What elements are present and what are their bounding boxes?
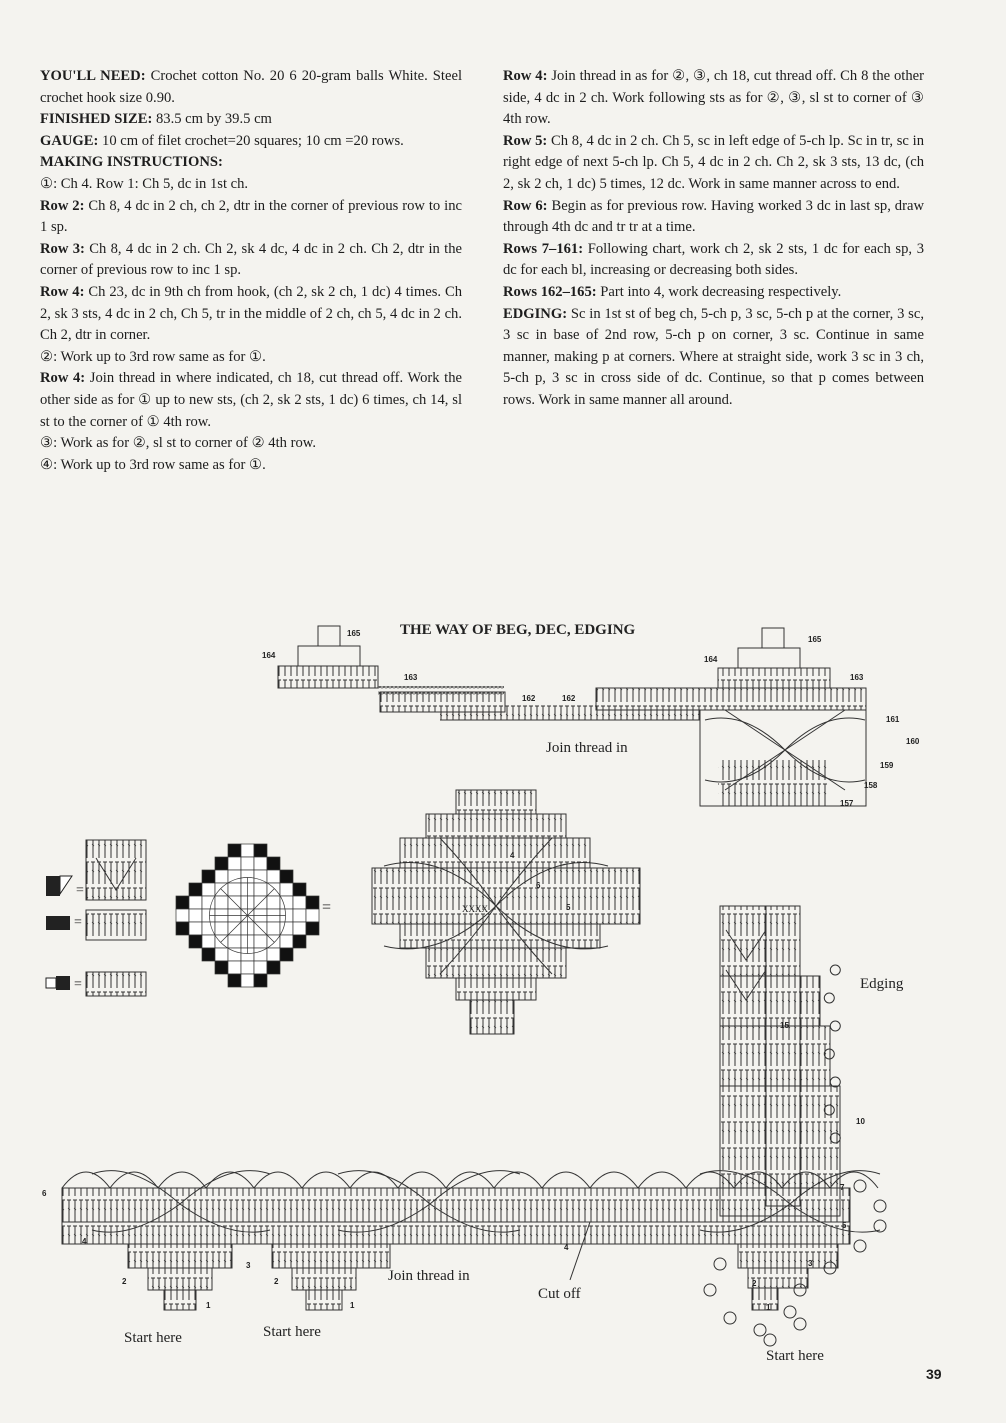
picot — [704, 1284, 716, 1296]
filet-cell — [215, 922, 228, 935]
row-label-6-left: 6 — [42, 1189, 47, 1198]
row-label-2: 2 — [752, 1279, 757, 1288]
instruction-paragraph — [40, 131, 462, 153]
filet-cell — [228, 961, 241, 974]
filet-cell — [306, 909, 319, 922]
instruction-paragraph — [40, 66, 462, 109]
row-label-10: 10 — [856, 1117, 865, 1126]
filet-cell — [280, 883, 293, 896]
filet-cell — [228, 870, 241, 883]
svg-text:=: = — [322, 899, 332, 916]
instruction-label: MAKING INSTRUCTIONS: — [40, 154, 223, 171]
filet-cell — [202, 870, 215, 883]
instruction-paragraph — [503, 282, 924, 304]
bottom-start-chart — [62, 1171, 880, 1310]
filet-cell — [215, 896, 228, 909]
filet-cell — [254, 974, 267, 987]
row-label-7: 7 — [840, 1183, 845, 1192]
inner-row-4: 4 — [510, 851, 515, 860]
picot — [714, 1258, 726, 1270]
instruction-paragraph — [40, 239, 462, 282]
instruction-label: EDGING: — [503, 305, 568, 322]
filet-cell — [176, 896, 189, 909]
instruction-text: Join thread in where indicated, ch 18, cut thread off. Work the other side as for ① up to new sts, (ch 2, sk 2 sts, 1 dc) 6 times, ch 14, sl st to the corner of ① 4th row. — [40, 370, 462, 430]
filet-cell — [215, 948, 228, 961]
instruction-text: ④: Work up to 3rd row same as for ①. — [40, 456, 266, 473]
filet-cell — [280, 896, 293, 909]
filet-cell — [228, 857, 241, 870]
symbol-key — [46, 840, 146, 996]
instruction-label: Row 4: — [40, 370, 86, 387]
filet-cell — [293, 935, 306, 948]
row-label-3-left: 3 — [246, 1261, 251, 1270]
instruction-text: ②: Work up to 3rd row same as for ①. — [40, 348, 266, 365]
filet-cell — [293, 896, 306, 909]
instruction-text: Following chart, work ch 2, sk 2 sts, 1 dc for each sp, 3 dc for each bl, increasing or decreasing both sides. — [503, 240, 924, 279]
row-label-163: 163 — [404, 673, 418, 682]
filet-cell — [306, 896, 319, 909]
instruction-label: Row 3: — [40, 240, 85, 257]
instruction-text: 83.5 cm by 39.5 cm — [152, 111, 272, 128]
row-label-2-left: 2 — [122, 1277, 127, 1286]
row-label-1-left: 1 — [206, 1301, 211, 1310]
row-label-4-left: 4 — [82, 1237, 87, 1246]
pineapple-motif-chart — [372, 790, 640, 1034]
row-label-165-b: 165 — [808, 635, 822, 644]
filet-cell — [241, 961, 254, 974]
crochet-diagram — [0, 600, 1006, 1400]
filet-cell — [189, 922, 202, 935]
row-label-4-mid: 4 — [564, 1243, 569, 1252]
instruction-text: Join thread in as for ②, ③, ch 18, cut thread off. Ch 8 the other side, 4 dc in 2 ch. Work following sts as for ②, ③, sl st to corner of ③ 4th row. — [503, 68, 924, 128]
picot — [854, 1180, 866, 1192]
diagram-title: THE WAY OF BEG, DEC, EDGING — [400, 622, 636, 638]
filet-cell — [280, 935, 293, 948]
instruction-text: 10 cm of filet crochet=20 squares; 10 cm =20 rows. — [98, 132, 404, 149]
row-label-163-b: 163 — [850, 673, 864, 682]
filet-cell — [228, 935, 241, 948]
svg-text:=: = — [76, 883, 84, 898]
instruction-paragraph — [503, 131, 924, 196]
instruction-label: Rows 162–165: — [503, 283, 597, 300]
filet-cell — [267, 870, 280, 883]
filet-cell — [267, 948, 280, 961]
instruction-paragraph — [40, 282, 462, 347]
filet-cell — [228, 844, 241, 857]
row-label-161: 161 — [886, 715, 900, 724]
instruction-text: Crochet cotton No. 20 6 20-gram balls White. Steel crochet hook size 0.90. — [40, 68, 462, 106]
row-label-160: 160 — [906, 737, 920, 746]
instruction-text: Ch 8, 4 dc in 2 ch, ch 2, dtr in the corner of previous row to inc 1 sp. — [40, 197, 462, 236]
instruction-label: Row 5: — [503, 132, 548, 149]
instruction-label: Row 4: — [40, 283, 85, 300]
instruction-text: ①: Ch 4. Row 1: Ch 5, dc in 1st ch. — [40, 175, 249, 192]
filet-cell — [189, 935, 202, 948]
filet-cell — [189, 896, 202, 909]
svg-text:=: = — [74, 977, 82, 992]
instruction-label: FINISHED SIZE: — [40, 111, 153, 128]
inner-row-6: 6 — [536, 881, 541, 890]
filet-cell — [228, 948, 241, 961]
picot — [854, 1240, 866, 1252]
filet-cell — [280, 922, 293, 935]
filet-cell — [228, 883, 241, 896]
row-label-1: 1 — [766, 1303, 771, 1312]
start-here-label-1: Start here — [124, 1330, 182, 1346]
instruction-paragraph — [503, 239, 924, 282]
filet-cell — [228, 974, 241, 987]
row-label-158: 158 — [864, 781, 878, 790]
filet-cell — [254, 870, 267, 883]
picot — [830, 965, 840, 975]
instruction-paragraph — [40, 109, 462, 131]
filet-cell — [215, 870, 228, 883]
row-label-164-b: 164 — [704, 655, 718, 664]
instruction-paragraph — [503, 304, 924, 412]
filet-cell — [215, 857, 228, 870]
row-label-162-b: 162 — [562, 694, 576, 703]
filet-cell — [293, 883, 306, 896]
picot — [784, 1306, 796, 1318]
diamond-motif-chart — [176, 844, 319, 987]
filet-cell — [267, 961, 280, 974]
filet-cell — [189, 909, 202, 922]
picot — [794, 1318, 806, 1330]
instructions-right-column — [503, 66, 924, 412]
filet-cell — [202, 935, 215, 948]
instruction-label: Row 6: — [503, 197, 548, 214]
filet-cell — [176, 909, 189, 922]
edging-side-chart — [720, 906, 840, 1216]
instruction-text: Ch 8, 4 dc in 2 ch. Ch 2, sk 4 dc, 4 dc in 2 ch. Ch 2, dtr in the corner of previous row to inc 1 sp. — [40, 240, 462, 279]
instruction-text: Sc in 1st st of beg ch, 5-ch p, 3 sc, 5-ch p at the corner, 3 sc, 3 sc in base of 2nd row, 5-ch p on corner, 3 sc. Continue in same manner, making p at corners. Where at straight side, work 3 sc in 3 ch, 5-ch p, 3 sc in cross side of dc. Continue, so that p comes between rows. Work in same manner all around. — [503, 305, 924, 408]
filet-cell — [202, 896, 215, 909]
filet-cell — [254, 948, 267, 961]
filet-cell — [293, 909, 306, 922]
filet-cell — [241, 844, 254, 857]
filet-cell — [189, 883, 202, 896]
filet-cell — [202, 948, 215, 961]
instruction-paragraph — [40, 152, 462, 174]
instructions-left-column — [40, 66, 462, 476]
filet-cell — [267, 896, 280, 909]
filet-cell — [280, 870, 293, 883]
instruction-paragraph — [40, 368, 462, 433]
filet-cell — [254, 844, 267, 857]
picot — [724, 1312, 736, 1324]
instruction-label: Rows 7–161: — [503, 240, 584, 257]
instruction-paragraph — [40, 196, 462, 239]
instruction-label: GAUGE: — [40, 132, 99, 149]
join-thread-label-top: Join thread in — [546, 740, 628, 756]
picot — [824, 993, 834, 1003]
picot — [874, 1200, 886, 1212]
join-thread-label-bottom: Join thread in — [388, 1268, 470, 1284]
instruction-paragraph — [40, 433, 462, 455]
row-label-157: 157 — [840, 799, 854, 808]
edging-label: Edging — [860, 976, 904, 992]
filet-cell — [280, 948, 293, 961]
filet-cell — [267, 922, 280, 935]
filet-cell — [202, 922, 215, 935]
inner-row-5: 5 — [566, 903, 571, 912]
row-label-159: 159 — [880, 761, 894, 770]
filet-cell — [241, 857, 254, 870]
instruction-text: Ch 8, 4 dc in 2 ch. Ch 5, sc in left edge of 5-ch lp. Sc in tr, sc in right edge of next 5-ch lp. Ch 5, 4 dc in 2 ch. Ch 2, sk 3 sts, 13 dc, (ch 2, sk 2 ch, 1 dc) 5 times, 12 dc. Work in same manner across to end. — [503, 132, 924, 192]
filet-cell — [241, 974, 254, 987]
row-label-5: 5 — [842, 1221, 847, 1230]
instruction-text: ③: Work as for ②, sl st to corner of ② 4th row. — [40, 435, 316, 452]
filet-cell — [254, 961, 267, 974]
instruction-paragraph — [40, 174, 462, 196]
row-label-164: 164 — [262, 651, 276, 660]
instruction-paragraph — [503, 66, 924, 131]
instruction-paragraph — [503, 196, 924, 239]
row-label-165: 165 — [347, 629, 361, 638]
instruction-label: Row 4: — [503, 68, 548, 84]
filet-cell — [267, 857, 280, 870]
filet-cell — [202, 883, 215, 896]
row-label-3: 3 — [808, 1259, 813, 1268]
instruction-paragraph — [40, 347, 462, 369]
filet-cell — [215, 961, 228, 974]
instruction-label: Row 2: — [40, 197, 85, 214]
row-label-2-mid: 2 — [274, 1277, 279, 1286]
instruction-paragraph — [40, 455, 462, 477]
filet-cell — [254, 935, 267, 948]
instruction-text: Part into 4, work decreasing respectively. — [596, 283, 842, 300]
svg-text:XXXX: XXXX — [462, 904, 488, 914]
row-label-162: 162 — [522, 694, 536, 703]
start-here-label-2: Start here — [263, 1324, 321, 1340]
picot — [754, 1324, 766, 1336]
row-label-15: 15 — [780, 1021, 789, 1030]
instruction-text: Begin as for previous row. Having worked 3 dc in last sp, draw through 4th dc and tr tr at a time. — [503, 197, 924, 236]
filet-cell — [254, 857, 267, 870]
picot — [764, 1334, 776, 1346]
filet-cell — [306, 922, 319, 935]
row-label-1-mid: 1 — [350, 1301, 355, 1310]
filet-cell — [254, 883, 267, 896]
instruction-text: Ch 23, dc in 9th ch from hook, (ch 2, sk 2 ch, 1 dc) 4 times. Ch 2, sk 3 sts, 4 dc in 2 ch, Ch 5, tr in the middle of 2 ch, ch 5, 4 dc in 2 ch. Ch 2, dtr in corner. — [40, 283, 462, 344]
cut-off-label: Cut off — [538, 1286, 581, 1302]
instruction-label: YOU'LL NEED: — [40, 68, 146, 84]
page-number: 39 — [926, 1366, 942, 1382]
filet-cell — [293, 922, 306, 935]
picot — [830, 1021, 840, 1031]
filet-cell — [176, 922, 189, 935]
svg-text:=: = — [74, 915, 82, 930]
start-here-label-3: Start here — [766, 1348, 824, 1364]
